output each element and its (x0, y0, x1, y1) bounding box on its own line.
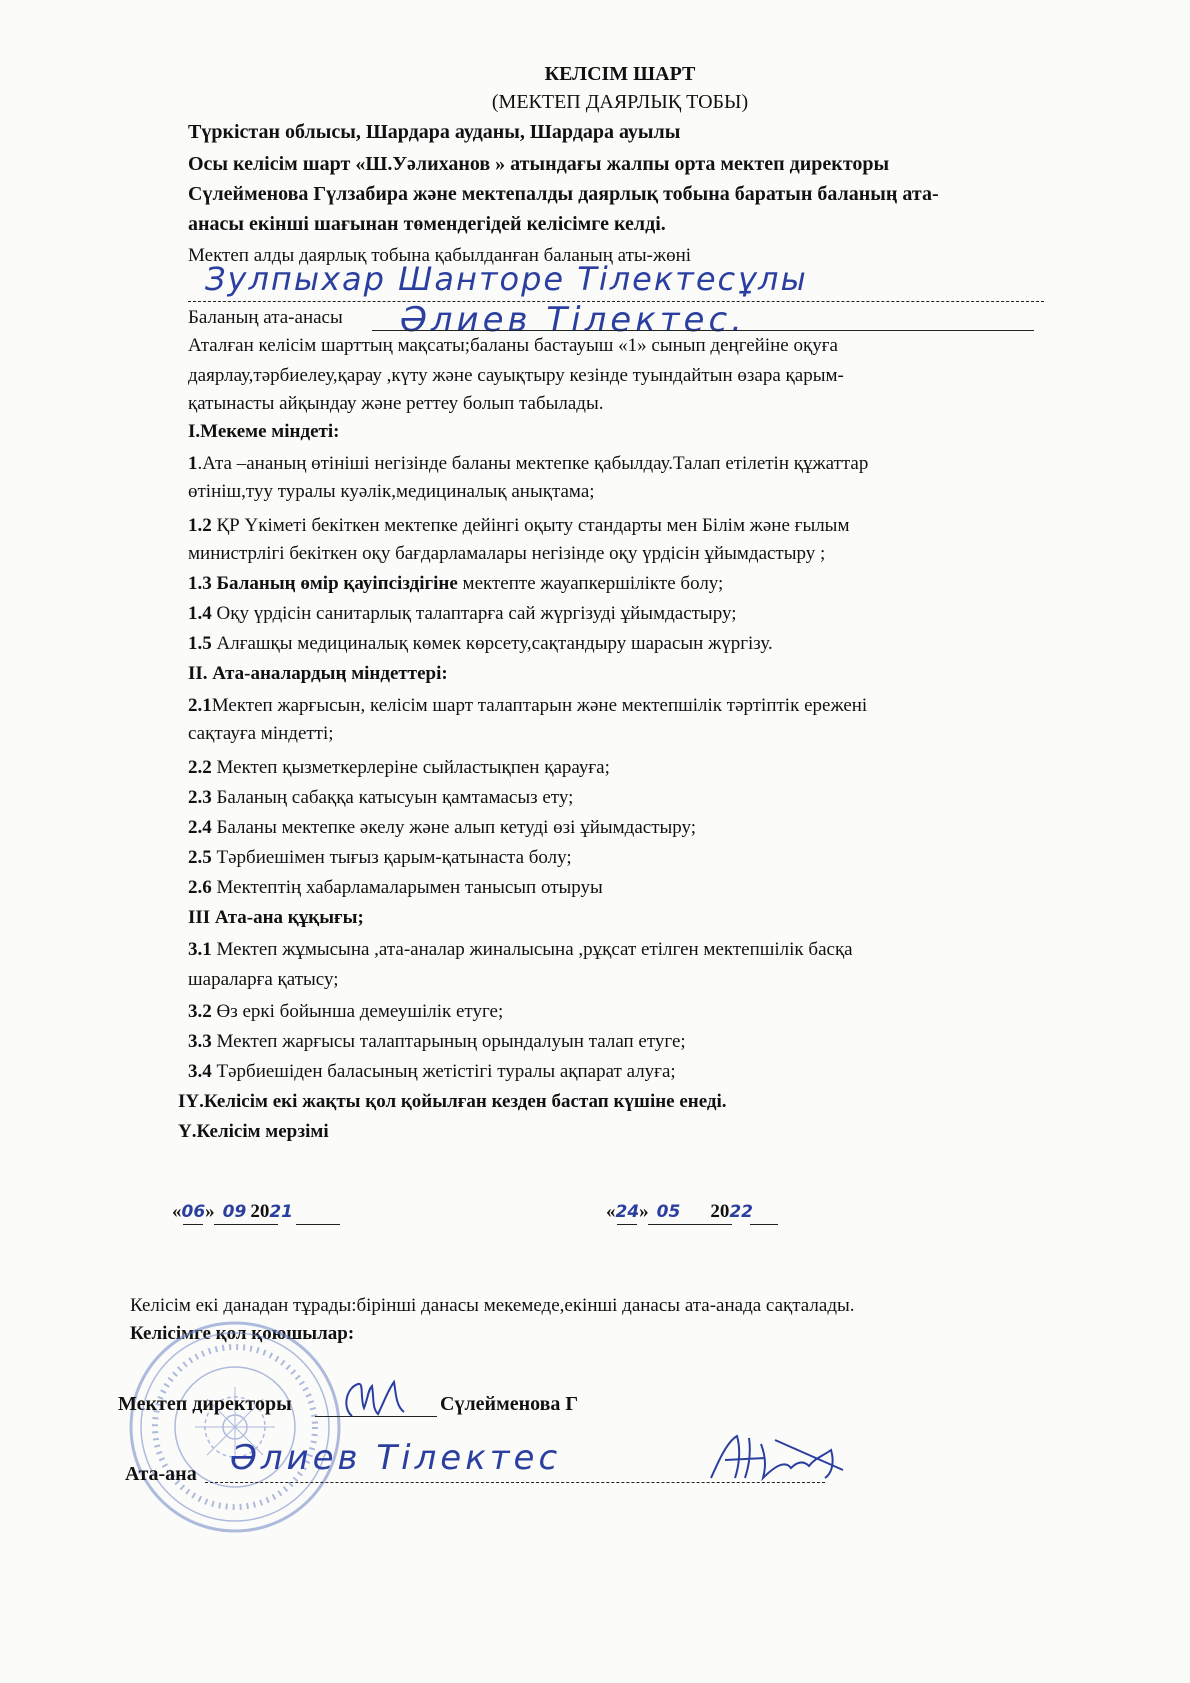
item-1-1-cont: өтініш,туу туралы куәлік,медициналық анықтама; (188, 481, 595, 502)
start-year-line (296, 1224, 340, 1225)
section-4-title: ІҮ.Келісім екі жақты қол қойылған кезден бастап күшіне енеді. (178, 1091, 727, 1112)
document-title: КЕЛСІМ ШАРТ (544, 63, 696, 85)
item-2-4: 2.4 Баланы мектепке әкелу және алып кетуді өзі ұйымдастыру; (188, 817, 697, 838)
school-seal-stamp (125, 1315, 345, 1540)
start-date: «06» 09 2021 (172, 1201, 294, 1222)
purpose-line-3: қатынасты айқындау және реттеу болып табылады. (188, 393, 604, 414)
item-3-4: 3.4 Тәрбиешіден баласының жетістігі туралы ақпарат алуға; (188, 1061, 676, 1082)
item-2-2: 2.2 Мектеп қызметкерлеріне сыйластықпен қарауға; (188, 757, 610, 778)
item-3-1-cont: шараларға қатысу; (188, 969, 339, 990)
item-2-1: 2.1Мектеп жарғысын, келісім шарт талаптарын және мектепшілік тәртіптік ережені (188, 695, 868, 716)
document-subtitle: (МЕКТЕП ДАЯРЛЫҚ ТОБЫ) (491, 91, 749, 113)
item-2-6: 2.6 Мектептің хабарламаларымен танысып отыруы (188, 877, 603, 898)
end-day-line (617, 1224, 637, 1225)
parent-sign-label: Ата-ана (125, 1463, 197, 1485)
end-month-line (648, 1224, 732, 1225)
section-2-title: ІІ. Ата-аналардың міндеттері: (188, 663, 448, 684)
section-1-title: І.Мекеме міндеті: (188, 421, 340, 442)
item-1-2-cont: министрлігі бекіткен оқу бағдарламалары негізінде оқу үрдісін ұйымдастыру ; (188, 543, 826, 564)
intro-line-2: Сүлейменова Гүлзабира және мектепалды даярлық тобына баратын баланың ата- (188, 183, 939, 205)
signers-title: Келісімге қол қоюшылар: (130, 1323, 355, 1344)
start-day-line (183, 1224, 203, 1225)
child-name-handwritten: Зулпыхар Шанторе Тілектесұлы (205, 260, 808, 298)
section-5-title: Ү.Келісім мерзімі (178, 1121, 329, 1142)
director-label: Мектеп директоры (118, 1393, 292, 1415)
section-3-title: ІІІ Ата-ана құқығы; (188, 907, 364, 928)
location-line: Түркістан облысы, Шардара ауданы, Шардара ауылы (188, 121, 681, 143)
item-1-5: 1.5 Алғашқы медициналық көмек көрсету,сақтандыру шарасын жүргізу. (188, 633, 773, 654)
director-signature (338, 1378, 418, 1422)
item-2-1-cont: сақтауға міндетті; (188, 723, 334, 744)
parent-name-line (372, 330, 1034, 331)
item-1-1: 1.Ата –ананың өтініші негізінде баланы мектепке қабылдау.Талап етілетін құжаттар (188, 453, 869, 474)
end-date: «24» 05 2022 (606, 1201, 754, 1222)
child-name-label: Мектеп алды даярлық тобына қабылданған баланың аты-жөні (188, 245, 692, 266)
director-name: Сүлейменова Г (440, 1393, 579, 1415)
item-1-2: 1.2 ҚР Үкіметі бекіткен мектепке дейінгі оқыту стандарты мен Білім және ғылым (188, 515, 850, 536)
item-3-1: 3.1 Мектеп жұмысына ,ата-аналар жиналысына ,рұқсат етілген мектепшілік басқа (188, 939, 853, 960)
purpose-line-1: Аталған келісім шарттың мақсаты;баланы бастауыш «1» сынып деңгейіне оқуға (188, 335, 838, 356)
item-3-2: 3.2 Өз еркі бойынша демеушілік етуге; (188, 1001, 504, 1022)
parent-signature (705, 1430, 855, 1486)
item-1-3: 1.3 Баланың өмір қауіпсіздігіне мектепте жауапкершілікте болу; (188, 573, 724, 594)
item-3-3: 3.3 Мектеп жарғысы талаптарының орындалуын талап етуге; (188, 1031, 686, 1052)
parent-name-handwritten: Әлиев Тілектес. (400, 300, 746, 340)
intro-line-3: анасы екінші шағынан төмендегідей келісімге келді. (188, 213, 666, 235)
end-year-line (750, 1224, 778, 1225)
item-1-4: 1.4 Оқу үрдісін санитарлық талаптарға сай жүргізуді ұйымдастыру; (188, 603, 737, 624)
purpose-line-2: даярлау,тәрбиелеу,қарау ,күту және сауықтыру кезінде туындайтын өзара қарым- (188, 365, 844, 386)
parent-name-label: Баланың ата-анасы (188, 307, 343, 328)
intro-line-1: Осы келісім шарт «Ш.Уәлиханов » атындағы жалпы орта мектеп директоры (188, 153, 890, 175)
copies-note: Келісім екі данадан тұрады:бірінші данасы мекемеде,екінші данасы ата-анада сақталады. (130, 1295, 855, 1316)
start-month-line (214, 1224, 278, 1225)
parent-handwritten-name: Әлиев Тілектес (230, 1438, 562, 1478)
item-2-3: 2.3 Баланың сабаққа катысуын қамтамасыз ету; (188, 787, 574, 808)
item-2-5: 2.5 Тәрбиешімен тығыз қарым-қатынаста болу; (188, 847, 572, 868)
